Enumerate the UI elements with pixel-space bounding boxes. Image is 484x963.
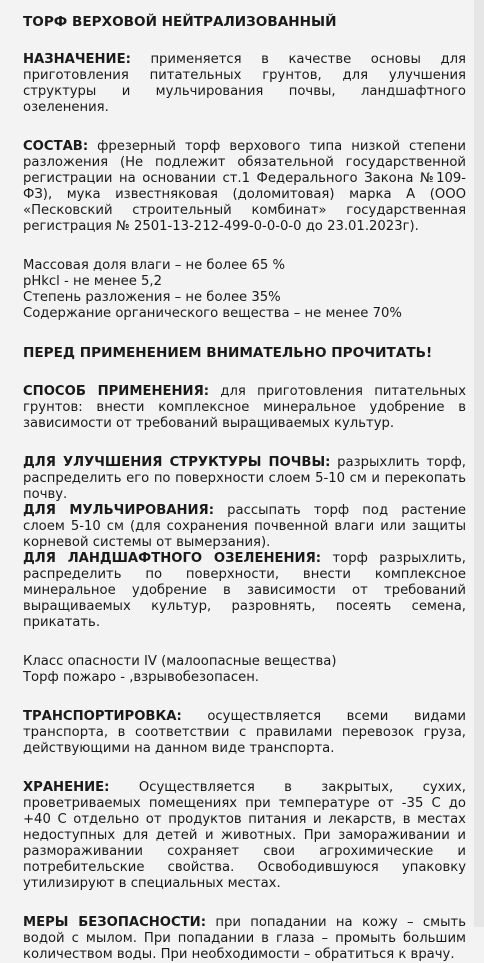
composition-text: фрезерный торф верхового типа низкой степени разложения (Не подлежит обязательной государственной регистрации на основании ст.1 Федерального Закона №109-ФЗ), мука известняковая (доломитовая) марка А (ООО «Песковский строительный комбинат» государственная регистрация № 2501-13-212-499-0-0-0-0 до 23.01.2023г).	[23, 139, 466, 234]
soil-structure-heading: ДЛЯ УЛУЧШЕНИЯ СТРУКТУРЫ ПОЧВЫ:	[23, 455, 331, 470]
landscaping-text: торф разрыхлить, распределить по поверхности, внести комплексное минеральное удобрение в зависимости от требований выращиваемых культур, разровнять, посеять семена, прикатать.	[23, 551, 466, 630]
soil-structure-paragraph	[23, 455, 466, 503]
fire-safety-line: Торф пожаро - ,взрывобезопасен.	[23, 670, 260, 685]
properties-list	[23, 258, 466, 322]
usage-text: для приготовления питательных грунтов: внести комплексное минеральное удобрение в зависимости от требований выращиваемых культур.	[23, 384, 467, 431]
composition-paragraph	[23, 139, 466, 235]
mulching-paragraph	[23, 503, 466, 551]
purpose-paragraph	[23, 52, 466, 116]
hazard-class-block	[23, 654, 466, 686]
storage-text: Осуществляется в закрытых, сухих, проветриваемых помещениях при температуре от -35 С до +40 С отдельно от продуктов питания и лекарств, в местах недоступных для детей и животных. При замораживании и размораживании сохраняет свои агрохимические и потребительские свойства. Освободившуюся упаковку утилизируют в специальных местах.	[23, 780, 466, 891]
soil-structure-text: разрыхлить торф, распределить его по поверхности слоем 5-10 см и перекопать почву.	[23, 455, 466, 502]
property-organic-matter: Содержание органического вещества – не менее 70%	[23, 306, 402, 321]
product-title: ТОРФ ВЕРХОВОЙ НЕЙТРАЛИЗОВАННЫЙ	[23, 14, 337, 30]
purpose-text: применяется в качестве основы для приготовления питательных грунтов, для улучшения структуры и мульчирования почвы, ландшафтного озеленения.	[23, 52, 466, 115]
storage-heading: ХРАНЕНИЕ:	[23, 780, 110, 795]
property-ph: pHkcl - не менее 5,2	[23, 274, 162, 289]
landscaping-paragraph	[23, 551, 466, 631]
usage-paragraph	[23, 384, 466, 432]
warning-heading: ПЕРЕД ПРИМЕНЕНИЕМ ВНИМАТЕЛЬНО ПРОЧИТАТЬ!	[23, 345, 433, 361]
storage-paragraph	[23, 780, 466, 892]
transport-text: осуществляется всеми видами транспорта, в соответствии с правилами перевозок груза, действующими на данном виде транспорта.	[23, 709, 466, 756]
mulching-text: рассыпать торф под растение слоем 5-10 см (для сохранения почвенной влаги или защиты корневой системы от вымерзания).	[23, 503, 466, 550]
purpose-heading: НАЗНАЧЕНИЕ:	[23, 52, 131, 67]
hazard-class-line: Класс опасности IV (малоопасные вещества)	[23, 654, 337, 669]
property-moisture: Массовая доля влаги – не более 65 %	[23, 258, 285, 273]
precautions-heading: МЕРЫ БЕЗОПАСНОСТИ:	[23, 915, 206, 930]
mulching-heading: ДЛЯ МУЛЬЧИРОВАНИЯ:	[23, 503, 214, 518]
landscaping-heading: ДЛЯ ЛАНДШАФТНОГО ОЗЕЛЕНЕНИЯ:	[23, 551, 321, 566]
transport-heading: ТРАНСПОРТИРОВКА:	[23, 709, 182, 724]
composition-heading: СОСТАВ:	[23, 139, 89, 154]
transport-paragraph	[23, 709, 466, 757]
precautions-paragraph	[23, 915, 466, 963]
usage-heading: СПОСОБ ПРИМЕНЕНИЯ:	[23, 384, 210, 399]
property-decomposition: Степень разложения – не более 35%	[23, 290, 281, 305]
precautions-text: при попадании на кожу – смыть водой с мылом. При попадании в глаза – промыть большим количеством воды. При необходимости – обратиться к врачу.	[23, 915, 466, 962]
